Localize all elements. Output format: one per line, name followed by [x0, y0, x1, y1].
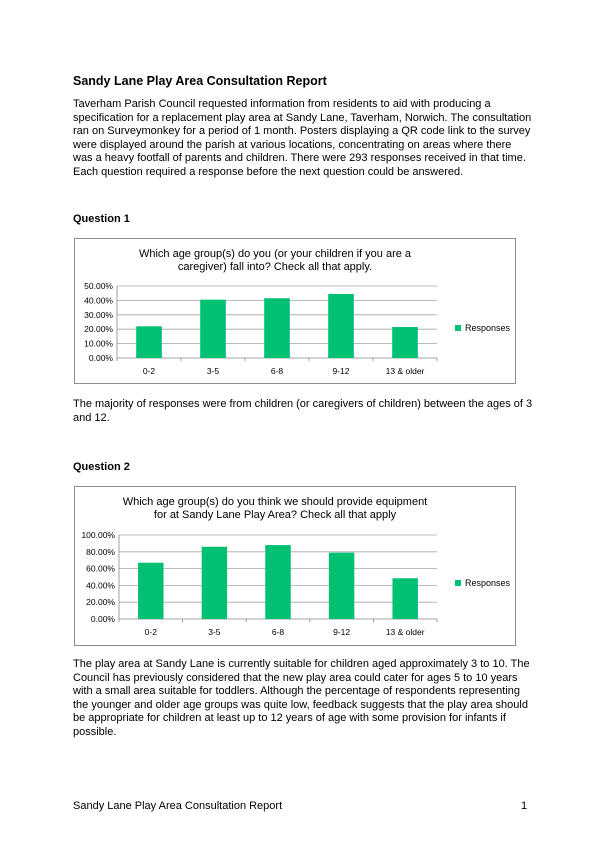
intro-paragraph: Taverham Parish Council requested information from residents to aid with producing a specification for a replacement play area at Sandy Lane, Taverham, Norwich. The consultation ran on Surveymonkey for a period of 1 month. Posters displaying a QR code link to the survey were displayed around the parish at various locations, concentrating on areas where there was a heavy footfall of parents and children. There were 293 responses received in that time. Each question required a response before the next question could be answered.	[73, 98, 532, 178]
bar	[136, 326, 162, 358]
y-tick-label: 40.00%	[84, 295, 113, 306]
bar	[202, 547, 227, 619]
y-tick-label: 20.00%	[84, 324, 113, 335]
category-label: 9-12	[333, 627, 351, 637]
legend-swatch	[455, 325, 461, 331]
bar	[392, 578, 417, 619]
category-label: 3-5	[208, 627, 221, 637]
chart-2-plot	[75, 487, 515, 645]
bar	[392, 327, 418, 358]
y-tick-label: 30.00%	[84, 309, 113, 320]
question-1-heading: Question 1	[73, 213, 130, 225]
category-label: 13 & older	[385, 366, 425, 376]
category-label: 3-5	[206, 366, 220, 376]
category-label: 0-2	[142, 366, 156, 376]
bar	[138, 563, 163, 619]
y-tick-label: 0.00%	[88, 353, 113, 363]
legend-label: Responses	[465, 578, 511, 588]
bar	[200, 300, 226, 358]
chart-question-2	[74, 486, 516, 646]
y-tick-label: 80.00%	[86, 546, 115, 557]
category-label: 13 & older	[385, 627, 425, 637]
y-tick-label: 100.00%	[81, 530, 115, 540]
bar	[329, 553, 354, 619]
chart-2-legend	[455, 578, 510, 588]
page-footer: Sandy Lane Play Area Consultation Report	[73, 800, 283, 812]
legend-label: Responses	[465, 323, 511, 333]
bar	[265, 545, 290, 619]
legend-swatch	[455, 580, 461, 586]
page-number: 1	[521, 800, 528, 812]
question-2-heading: Question 2	[73, 461, 130, 473]
question-1-summary: The majority of responses were from children (or caregivers of children) between the ages of 3 and 12.	[73, 398, 533, 424]
y-tick-label: 60.00%	[86, 563, 115, 574]
bar	[328, 294, 354, 358]
category-label: 6-8	[271, 627, 285, 637]
y-tick-label: 0.00%	[90, 614, 115, 624]
report-title: Sandy Lane Play Area Consultation Report	[73, 74, 327, 88]
y-tick-label: 20.00%	[86, 597, 115, 608]
category-label: 9-12	[332, 366, 350, 376]
y-tick-label: 10.00%	[84, 338, 113, 349]
chart-1-title: Which age group(s) do you (or your children if you are a caregiver) fall into? Check all that apply.	[138, 248, 412, 273]
y-tick-label: 40.00%	[86, 580, 115, 591]
question-2-summary: The play area at Sandy Lane is currently suitable for children aged approximately 3 to 10. The Council has previously considered that the new play area could cater for ages 5 to 10 years with a small area suitable for toddlers. Although the percentage of respondents representing the younger and older age groups was quite low, feedback suggests that the play area should be appropriate for children at least up to 12 years of age with some provision for infants if possible.	[73, 658, 530, 738]
category-label: 0-2	[144, 627, 157, 637]
category-label: 6-8	[270, 366, 284, 376]
chart-question-1	[74, 238, 516, 384]
chart-1-legend	[455, 323, 510, 333]
bar	[264, 298, 290, 358]
y-tick-label: 50.00%	[84, 281, 113, 291]
chart-1-plot	[75, 239, 515, 383]
chart-2-title: Which age group(s) do you think we should provide equipment for at Sandy Lane Play Area? Check all that apply	[122, 496, 428, 521]
